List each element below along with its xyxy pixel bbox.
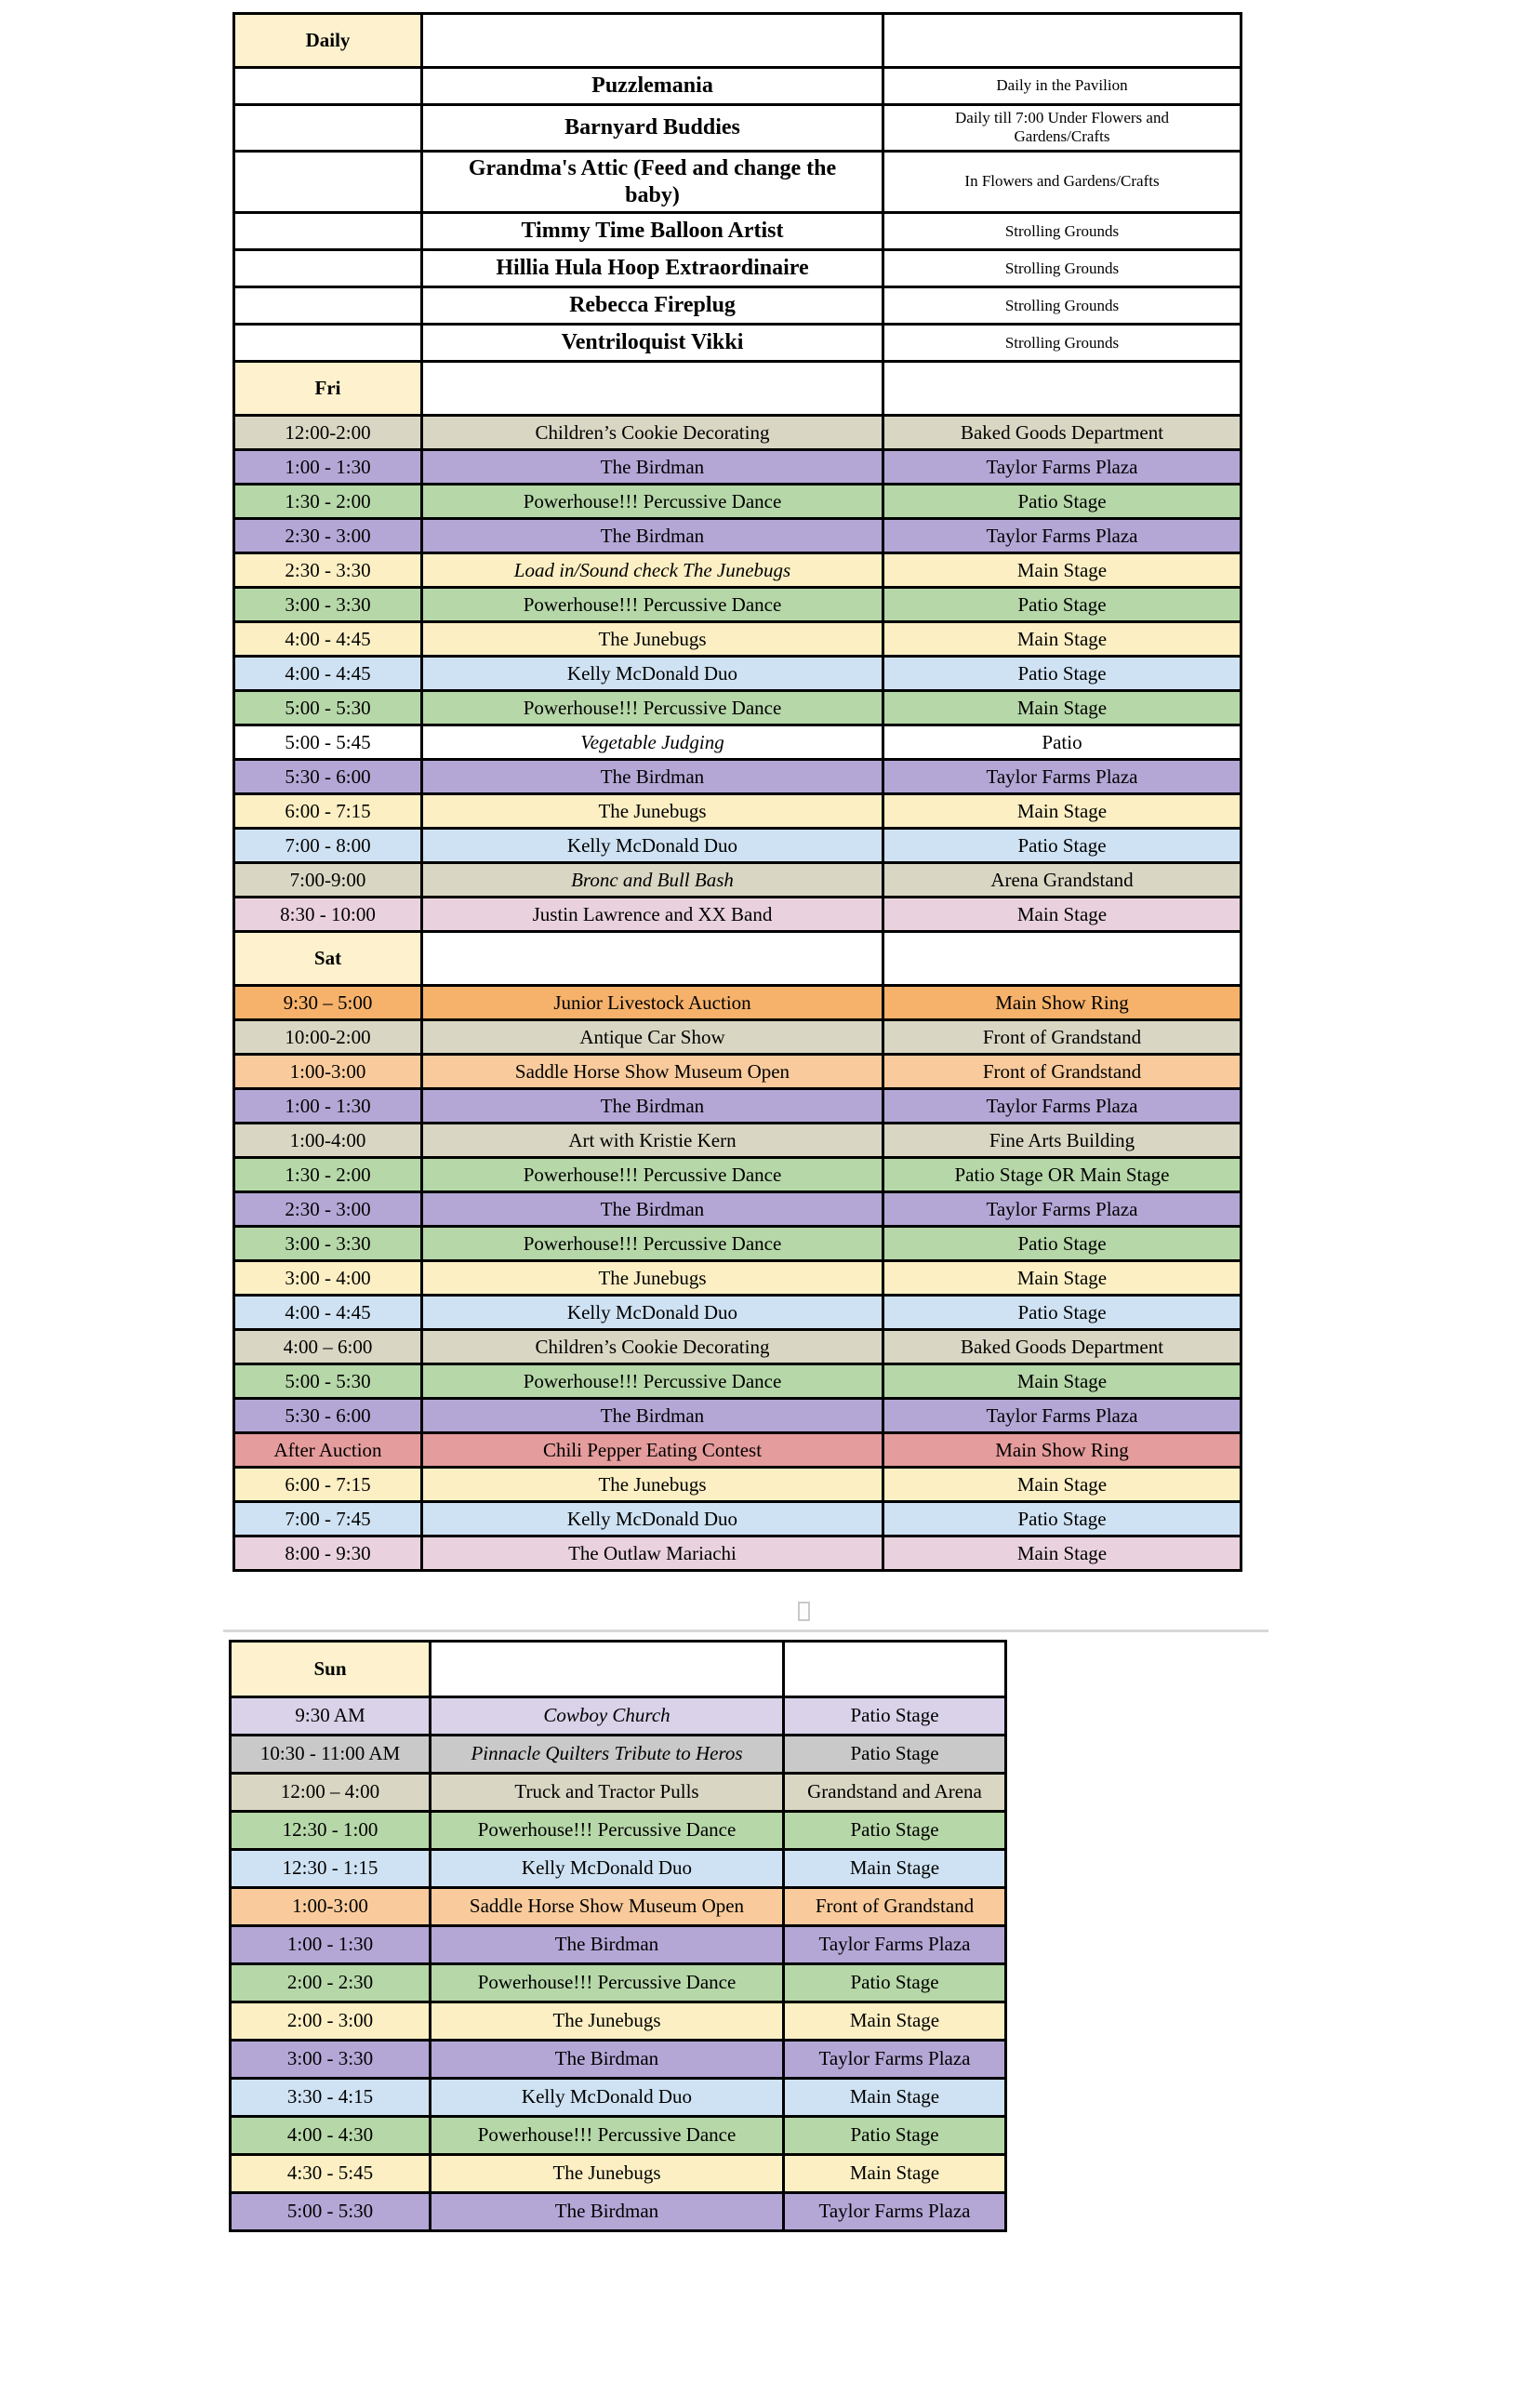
location-cell: Taylor Farms Plaza	[883, 1399, 1241, 1433]
event-cell: The Outlaw Mariachi	[422, 1536, 883, 1571]
time-cell: 1:00 - 1:30	[234, 450, 422, 485]
event-cell: The Junebugs	[431, 2002, 784, 2041]
day-label-sun: Sun	[231, 1642, 431, 1697]
schedule-row	[234, 863, 1241, 898]
time-cell: 10:00-2:00	[234, 1020, 422, 1055]
time-cell	[234, 151, 422, 213]
time-cell: 7:00-9:00	[234, 863, 422, 898]
time-cell: 5:30 - 6:00	[234, 760, 422, 794]
empty-cell	[422, 362, 883, 416]
event-cell: The Junebugs	[422, 622, 883, 657]
schedule-row	[234, 519, 1241, 553]
day-header-row	[234, 932, 1241, 986]
event-cell: Cowboy Church	[431, 1697, 784, 1736]
page-separator-line	[223, 1629, 1268, 1632]
event-cell: Hillia Hula Hoop Extraordinaire	[422, 250, 883, 287]
location-cell: Front of Grandstand	[883, 1020, 1241, 1055]
schedule-row	[234, 1296, 1241, 1330]
event-cell: Powerhouse!!! Percussive Dance	[422, 1158, 883, 1192]
time-cell: 9:30 – 5:00	[234, 986, 422, 1020]
location-cell: In Flowers and Gardens/Crafts	[883, 151, 1241, 213]
time-cell: 12:30 - 1:15	[231, 1850, 431, 1888]
location-cell: Main Stage	[883, 794, 1241, 829]
location-cell: Main Stage	[883, 1536, 1241, 1571]
location-cell: Patio Stage OR Main Stage	[883, 1158, 1241, 1192]
time-cell: 2:00 - 3:00	[231, 2002, 431, 2041]
location-cell: Patio Stage	[784, 1697, 1006, 1736]
location-cell: Taylor Farms Plaza	[883, 519, 1241, 553]
event-cell: Powerhouse!!! Percussive Dance	[422, 1227, 883, 1261]
schedule-row	[234, 1536, 1241, 1571]
event-cell: The Birdman	[422, 760, 883, 794]
time-cell: 2:30 - 3:30	[234, 553, 422, 588]
location-cell: Arena Grandstand	[883, 863, 1241, 898]
event-cell: Puzzlemania	[422, 68, 883, 105]
time-cell: 5:00 - 5:30	[231, 2193, 431, 2231]
schedule-row	[231, 1964, 1006, 2002]
time-cell: 12:00 – 4:00	[231, 1774, 431, 1812]
schedule-row	[234, 1502, 1241, 1536]
time-cell: 1:00-3:00	[231, 1888, 431, 1926]
empty-cell	[784, 1642, 1006, 1697]
event-cell: The Birdman	[422, 450, 883, 485]
schedule-row	[231, 2041, 1006, 2079]
time-cell: 8:30 - 10:00	[234, 898, 422, 932]
event-cell: The Birdman	[422, 1089, 883, 1124]
time-cell	[234, 287, 422, 325]
location-cell: Patio Stage	[883, 829, 1241, 863]
schedule-row	[234, 725, 1241, 760]
location-cell: Patio Stage	[784, 1812, 1006, 1850]
event-cell: The Birdman	[422, 1399, 883, 1433]
empty-cell	[883, 932, 1241, 986]
event-cell: Kelly McDonald Duo	[431, 1850, 784, 1888]
location-cell: Strolling Grounds	[883, 325, 1241, 362]
schedule-row	[231, 1888, 1006, 1926]
location-cell: Main Stage	[883, 1261, 1241, 1296]
location-cell: Patio Stage	[883, 485, 1241, 519]
time-cell: 3:00 - 3:30	[234, 1227, 422, 1261]
event-cell: Kelly McDonald Duo	[431, 2079, 784, 2117]
event-cell: Art with Kristie Kern	[422, 1124, 883, 1158]
schedule-row	[234, 553, 1241, 588]
schedule-row	[234, 622, 1241, 657]
schedule-row	[231, 1774, 1006, 1812]
schedule-row	[234, 1124, 1241, 1158]
event-cell: Bronc and Bull Bash	[422, 863, 883, 898]
schedule-row	[231, 2193, 1006, 2231]
schedule-row	[234, 829, 1241, 863]
location-cell: Front of Grandstand	[784, 1888, 1006, 1926]
location-cell: Main Stage	[883, 898, 1241, 932]
location-cell: Patio	[883, 725, 1241, 760]
schedule-row	[234, 657, 1241, 691]
time-cell: After Auction	[234, 1433, 422, 1468]
event-cell: Saddle Horse Show Museum Open	[431, 1888, 784, 1926]
time-cell: 4:00 - 4:45	[234, 657, 422, 691]
event-cell: Antique Car Show	[422, 1020, 883, 1055]
day-label-fri: Fri	[234, 362, 422, 416]
event-cell: Grandma's Attic (Feed and change the baby)	[422, 151, 883, 213]
location-cell: Main Stage	[784, 1850, 1006, 1888]
location-cell: Front of Grandstand	[883, 1055, 1241, 1089]
time-cell: 5:00 - 5:30	[234, 691, 422, 725]
event-cell: Powerhouse!!! Percussive Dance	[431, 1964, 784, 2002]
schedule-row	[234, 1261, 1241, 1296]
empty-cell	[422, 14, 883, 68]
location-cell: Taylor Farms Plaza	[883, 1192, 1241, 1227]
time-cell: 1:30 - 2:00	[234, 485, 422, 519]
event-cell: Justin Lawrence and XX Band	[422, 898, 883, 932]
event-cell: Powerhouse!!! Percussive Dance	[422, 1364, 883, 1399]
location-cell: Taylor Farms Plaza	[784, 2041, 1006, 2079]
location-cell: Main Show Ring	[883, 1433, 1241, 1468]
location-cell: Main Stage	[784, 2079, 1006, 2117]
time-cell: 1:00-3:00	[234, 1055, 422, 1089]
schedule-row	[234, 898, 1241, 932]
schedule-row	[234, 416, 1241, 450]
schedule-row	[234, 1089, 1241, 1124]
location-cell: Patio Stage	[784, 1736, 1006, 1774]
empty-cell	[883, 362, 1241, 416]
event-cell: Kelly McDonald Duo	[422, 1502, 883, 1536]
time-cell: 5:30 - 6:00	[234, 1399, 422, 1433]
time-cell: 12:30 - 1:00	[231, 1812, 431, 1850]
event-cell: Powerhouse!!! Percussive Dance	[422, 691, 883, 725]
time-cell: 10:30 - 11:00 AM	[231, 1736, 431, 1774]
schedule-row	[234, 1399, 1241, 1433]
schedule-row	[231, 1736, 1006, 1774]
time-cell: 5:00 - 5:45	[234, 725, 422, 760]
time-cell: 7:00 - 7:45	[234, 1502, 422, 1536]
day-header-row	[231, 1642, 1006, 1697]
time-cell	[234, 325, 422, 362]
event-cell: Junior Livestock Auction	[422, 986, 883, 1020]
time-cell: 8:00 - 9:30	[234, 1536, 422, 1571]
schedule-row	[234, 287, 1241, 325]
event-cell: Kelly McDonald Duo	[422, 657, 883, 691]
schedule-row	[234, 1433, 1241, 1468]
event-cell: The Junebugs	[422, 794, 883, 829]
time-cell: 1:30 - 2:00	[234, 1158, 422, 1192]
location-cell: Baked Goods Department	[883, 1330, 1241, 1364]
schedule-row	[234, 588, 1241, 622]
time-cell: 6:00 - 7:15	[234, 794, 422, 829]
location-cell: Daily in the Pavilion	[883, 68, 1241, 105]
time-cell: 1:00 - 1:30	[234, 1089, 422, 1124]
location-cell: Taylor Farms Plaza	[784, 1926, 1006, 1964]
time-cell: 3:30 - 4:15	[231, 2079, 431, 2117]
location-cell: Strolling Grounds	[883, 287, 1241, 325]
time-cell	[234, 105, 422, 152]
location-cell: Taylor Farms Plaza	[883, 760, 1241, 794]
event-cell: Powerhouse!!! Percussive Dance	[431, 2117, 784, 2155]
location-cell: Baked Goods Department	[883, 416, 1241, 450]
location-cell: Patio Stage	[883, 1502, 1241, 1536]
schedule-row	[231, 1850, 1006, 1888]
schedule-row	[234, 1227, 1241, 1261]
schedule-row	[234, 691, 1241, 725]
time-cell	[234, 250, 422, 287]
event-cell: Kelly McDonald Duo	[422, 829, 883, 863]
time-cell: 12:00-2:00	[234, 416, 422, 450]
schedule-row	[234, 1158, 1241, 1192]
location-cell: Strolling Grounds	[883, 250, 1241, 287]
location-cell: Daily till 7:00 Under Flowers and Gardens/Crafts	[883, 105, 1241, 152]
time-cell: 3:00 - 3:30	[231, 2041, 431, 2079]
time-cell: 1:00-4:00	[234, 1124, 422, 1158]
event-cell: Vegetable Judging	[422, 725, 883, 760]
event-cell: The Birdman	[422, 519, 883, 553]
event-cell: The Birdman	[431, 1926, 784, 1964]
schedule-row	[231, 2117, 1006, 2155]
schedule-row	[234, 325, 1241, 362]
time-cell: 2:30 - 3:00	[234, 519, 422, 553]
time-cell: 1:00 - 1:30	[231, 1926, 431, 1964]
schedule-row	[231, 1697, 1006, 1736]
schedule-row	[234, 760, 1241, 794]
location-cell: Main Stage	[883, 553, 1241, 588]
time-cell: 4:30 - 5:45	[231, 2155, 431, 2193]
location-cell: Grandstand and Arena	[784, 1774, 1006, 1812]
schedule-row	[234, 1020, 1241, 1055]
location-cell: Main Show Ring	[883, 986, 1241, 1020]
schedule-row	[234, 450, 1241, 485]
daily-fri-sat-schedule-table	[232, 12, 1242, 1572]
time-cell	[234, 68, 422, 105]
event-cell: The Junebugs	[431, 2155, 784, 2193]
location-cell: Patio Stage	[883, 1227, 1241, 1261]
time-cell	[234, 213, 422, 250]
time-cell: 6:00 - 7:15	[234, 1468, 422, 1502]
day-header-row	[234, 14, 1241, 68]
time-cell: 4:00 - 4:45	[234, 622, 422, 657]
event-cell: Powerhouse!!! Percussive Dance	[431, 1812, 784, 1850]
location-cell: Main Stage	[883, 1364, 1241, 1399]
location-cell: Main Stage	[784, 2155, 1006, 2193]
schedule-row	[231, 2155, 1006, 2193]
empty-cell	[883, 14, 1241, 68]
event-cell: Barnyard Buddies	[422, 105, 883, 152]
location-cell: Main Stage	[883, 1468, 1241, 1502]
time-cell: 3:00 - 3:30	[234, 588, 422, 622]
time-cell: 9:30 AM	[231, 1697, 431, 1736]
event-cell: Kelly McDonald Duo	[422, 1296, 883, 1330]
time-cell: 2:30 - 3:00	[234, 1192, 422, 1227]
location-cell: Main Stage	[784, 2002, 1006, 2041]
schedule-row	[234, 794, 1241, 829]
location-cell: Strolling Grounds	[883, 213, 1241, 250]
time-cell: 4:00 - 4:45	[234, 1296, 422, 1330]
event-cell: Saddle Horse Show Museum Open	[422, 1055, 883, 1089]
time-cell: 4:00 – 6:00	[234, 1330, 422, 1364]
schedule-row	[234, 1192, 1241, 1227]
schedule-row	[231, 2002, 1006, 2041]
schedule-row	[234, 151, 1241, 213]
time-cell: 5:00 - 5:30	[234, 1364, 422, 1399]
sunday-schedule-table	[229, 1640, 1007, 2232]
schedule-row	[234, 1330, 1241, 1364]
schedule-row	[231, 1926, 1006, 1964]
schedule-row	[234, 1364, 1241, 1399]
location-cell: Patio Stage	[784, 1964, 1006, 2002]
event-cell: Rebecca Fireplug	[422, 287, 883, 325]
location-cell: Fine Arts Building	[883, 1124, 1241, 1158]
time-cell: 3:00 - 4:00	[234, 1261, 422, 1296]
event-cell: Timmy Time Balloon Artist	[422, 213, 883, 250]
schedule-row	[231, 2079, 1006, 2117]
event-cell: Powerhouse!!! Percussive Dance	[422, 588, 883, 622]
day-label-daily: Daily	[234, 14, 422, 68]
location-cell: Taylor Farms Plaza	[883, 450, 1241, 485]
schedule-row	[234, 1055, 1241, 1089]
location-cell: Taylor Farms Plaza	[784, 2193, 1006, 2231]
empty-cell	[431, 1642, 784, 1697]
event-cell: The Junebugs	[422, 1468, 883, 1502]
empty-cell	[422, 932, 883, 986]
time-cell: 7:00 - 8:00	[234, 829, 422, 863]
day-label-sat: Sat	[234, 932, 422, 986]
time-cell: 4:00 - 4:30	[231, 2117, 431, 2155]
event-cell: Children’s Cookie Decorating	[422, 1330, 883, 1364]
location-cell: Main Stage	[883, 691, 1241, 725]
schedule-row	[231, 1812, 1006, 1850]
missing-glyph-box	[798, 1602, 810, 1621]
event-cell: Ventriloquist Vikki	[422, 325, 883, 362]
location-cell: Patio Stage	[883, 657, 1241, 691]
event-cell: The Birdman	[422, 1192, 883, 1227]
schedule-row	[234, 105, 1241, 152]
schedule-row	[234, 250, 1241, 287]
day-header-row	[234, 362, 1241, 416]
event-cell: Pinnacle Quilters Tribute to Heros	[431, 1736, 784, 1774]
location-cell: Patio Stage	[883, 588, 1241, 622]
location-cell: Patio Stage	[883, 1296, 1241, 1330]
event-cell: The Birdman	[431, 2193, 784, 2231]
time-cell: 2:00 - 2:30	[231, 1964, 431, 2002]
schedule-row	[234, 213, 1241, 250]
location-cell: Main Stage	[883, 622, 1241, 657]
event-cell: The Birdman	[431, 2041, 784, 2079]
event-cell: Chili Pepper Eating Contest	[422, 1433, 883, 1468]
event-cell: Load in/Sound check The Junebugs	[422, 553, 883, 588]
schedule-row	[234, 68, 1241, 105]
schedule-row	[234, 986, 1241, 1020]
event-cell: The Junebugs	[422, 1261, 883, 1296]
event-cell: Truck and Tractor Pulls	[431, 1774, 784, 1812]
location-cell: Patio Stage	[784, 2117, 1006, 2155]
schedule-row	[234, 485, 1241, 519]
event-cell: Children’s Cookie Decorating	[422, 416, 883, 450]
schedule-row	[234, 1468, 1241, 1502]
location-cell: Taylor Farms Plaza	[883, 1089, 1241, 1124]
event-cell: Powerhouse!!! Percussive Dance	[422, 485, 883, 519]
